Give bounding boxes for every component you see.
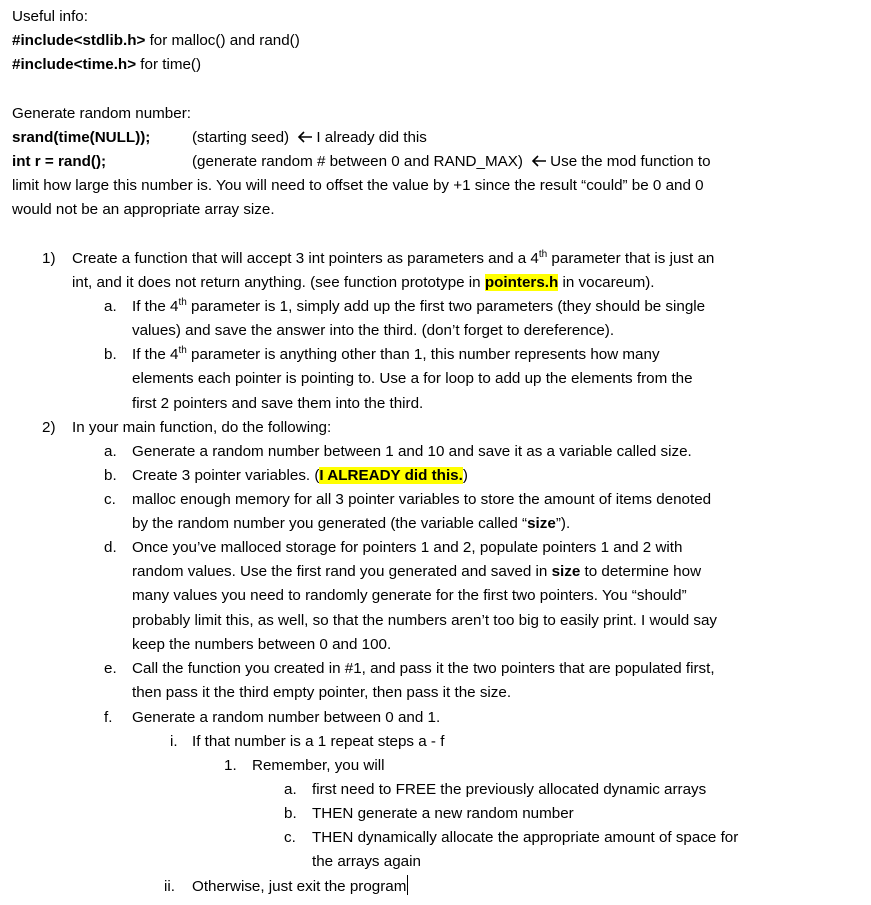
- step-1b-line-3: first 2 pointers and save them into the third.: [132, 395, 424, 412]
- step-2d-line-3: many values you need to randomly generate for the first two pointers. You “should”: [132, 587, 687, 604]
- step-2e-line-2: then pass it the third empty pointer, then pass it the size.: [132, 684, 512, 701]
- step-2a-line-1: Generate a random number between 1 and 10 and save it as a variable called size.: [132, 443, 692, 460]
- step-2f-ii-text: Otherwise, just exit the program: [192, 878, 407, 895]
- srand-note: (starting seed): [192, 129, 290, 146]
- step-1-text-b: parameter that is just an: [547, 250, 715, 267]
- step-2b-line-1: [132, 464, 468, 488]
- srand-code: [12, 126, 150, 150]
- step-2d-line-5: keep the numbers between 0 and 100.: [132, 636, 392, 653]
- step-1-line-1: [72, 247, 714, 271]
- step-1-line-2-a: int, and it does not return anything. (see function prototype in: [72, 274, 485, 291]
- time-include-line: [12, 53, 201, 77]
- step-2d-line-2: [132, 560, 701, 584]
- step-2c-text-a: by the random number you generated (the variable called “: [132, 515, 528, 532]
- step-2-intro: In your main function, do the following:: [72, 419, 332, 436]
- step-2e-line-1: Call the function you created in #1, and pass it the two pointers that are populated first,: [132, 660, 715, 677]
- srand-note-line: [192, 126, 427, 150]
- sub-c-line-2: the arrays again: [312, 853, 421, 870]
- rand-arrow-note: Use the mod function to: [550, 153, 711, 170]
- random-line-3: would not be an appropriate array size.: [12, 201, 275, 218]
- stdlib-include-line: [12, 29, 300, 53]
- step-1a-label: a.: [104, 298, 117, 315]
- step-2c-line-1: malloc enough memory for all 3 pointer variables to store the amount of items denoted: [132, 491, 712, 508]
- already-did-this-highlight: I ALREADY did this.: [319, 467, 463, 484]
- size-bold: size: [551, 563, 581, 580]
- step-1a-text-a: If the 4: [132, 298, 179, 315]
- step-1-text-a: Create a function that will accept 3 int pointers as parameters and a 4: [72, 250, 539, 267]
- text-cursor: [407, 875, 408, 895]
- step-2c-label: c.: [104, 491, 116, 508]
- sub-a-label: a.: [284, 781, 297, 798]
- size-bold: size: [527, 515, 556, 532]
- step-1-line-2: [72, 271, 655, 295]
- step-1b-label: b.: [104, 346, 117, 363]
- left-arrow-icon: [296, 130, 314, 144]
- step-1a-line-1: [132, 295, 705, 319]
- step-1-sup: th: [538, 249, 548, 260]
- step-2f-line-1: Generate a random number between 0 and 1.: [132, 709, 441, 726]
- step-2f-i-1-line: Remember, you will: [252, 757, 385, 774]
- step-2e-label: e.: [104, 660, 117, 677]
- step-1-line-2-b: in vocareum).: [558, 274, 655, 291]
- useful-info-title: Useful info:: [12, 8, 88, 25]
- srand-arrow-note: I already did this: [316, 129, 427, 146]
- step-2f-ii-line[interactable]: [192, 875, 408, 899]
- step-2c-line-2: [132, 512, 570, 536]
- step-2-number: 2): [42, 419, 56, 436]
- stdlib-include-code: #include<stdlib.h>: [12, 32, 146, 49]
- step-1b-line-2: elements each pointer is pointing to. Use a for loop to add up the elements from the: [132, 370, 693, 387]
- step-1a-line-2: values) and save the answer into the third. (don’t forget to dereference).: [132, 322, 615, 339]
- step-2f-ii-label: ii.: [164, 878, 175, 895]
- step-2b-label: b.: [104, 467, 117, 484]
- step-1-number: 1): [42, 250, 56, 267]
- random-line-2: limit how large this number is. You will need to offset the value by +1 since the result “could” be 0 and 0: [12, 177, 704, 194]
- sub-c-line-1: THEN dynamically allocate the appropriate amount of space for: [312, 829, 739, 846]
- step-1a-sup: th: [178, 297, 187, 308]
- pointers-h-highlight: pointers.h: [484, 274, 559, 291]
- sub-a-line: first need to FREE the previously allocated dynamic arrays: [312, 781, 707, 798]
- step-2d-line-1: Once you’ve malloced storage for pointers 1 and 2, populate pointers 1 and 2 with: [132, 539, 683, 556]
- sub-c-label: c.: [284, 829, 296, 846]
- rand-code-text: int r = rand();: [12, 153, 107, 170]
- rand-note-line: [192, 150, 711, 174]
- rand-code: [12, 150, 106, 174]
- step-1b-sup: th: [178, 345, 187, 356]
- step-1b-text-b: parameter is anything other than 1, this number represents how many: [186, 346, 660, 363]
- sub-b-label: b.: [284, 805, 297, 822]
- step-1b-text-a: If the 4: [132, 346, 179, 363]
- sub-b-line: THEN generate a new random number: [312, 805, 574, 822]
- step-1b-line-1: [132, 343, 660, 367]
- time-include-note: for time(): [136, 56, 202, 73]
- step-2d-line-4: probably limit this, as well, so that the numbers aren’t too big to easily print. I would say: [132, 612, 718, 629]
- left-arrow-icon: [530, 154, 548, 168]
- time-include-code: #include<time.h>: [12, 56, 137, 73]
- step-2b-text-b: ): [462, 467, 468, 484]
- step-2d-text-b: to determine how: [580, 563, 702, 580]
- step-2c-text-b: ”).: [555, 515, 571, 532]
- step-2a-label: a.: [104, 443, 117, 460]
- step-1a-text-b: parameter is 1, simply add up the first two parameters (they should be single: [186, 298, 706, 315]
- step-2d-label: d.: [104, 539, 117, 556]
- stdlib-include-note: for malloc() and rand(): [145, 32, 300, 49]
- step-2f-label: f.: [104, 709, 113, 726]
- rand-note: (generate random # between 0 and RAND_MAX): [192, 153, 523, 170]
- step-2d-text-a: random values. Use the first rand you generated and saved in: [132, 563, 552, 580]
- step-2b-text-a: Create 3 pointer variables. (: [132, 467, 320, 484]
- step-2f-i-1-label: 1.: [224, 757, 237, 774]
- step-2f-i-label: i.: [170, 733, 178, 750]
- srand-code-text: srand(time(NULL));: [12, 129, 151, 146]
- step-2f-i-line: If that number is a 1 repeat steps a - f: [192, 733, 445, 750]
- random-title: Generate random number:: [12, 105, 191, 122]
